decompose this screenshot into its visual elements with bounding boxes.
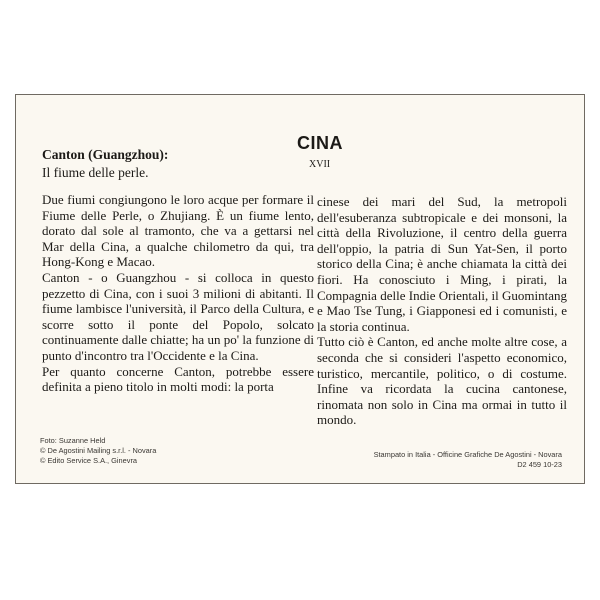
card-subheading: Il fiume delle perle. (42, 165, 149, 180)
credit-line: © Edito Service S.A., Ginevra (40, 455, 138, 465)
credit-line: © De Agostini Mailing s.r.l. - Novara (40, 445, 157, 455)
product-code: D2 459 10-23 (517, 460, 562, 469)
photo-credits (40, 436, 156, 465)
printer-line: Stampato in Italia - Officine Grafiche De Agostini - Novara (373, 450, 562, 459)
left-text-column (42, 192, 314, 395)
paragraph: Per quanto concerne Canton, potrebbe essere definita a pieno titolo in molti modi: la porta (42, 363, 314, 395)
right-text-column (317, 194, 567, 428)
paragraph: Tutto ciò è Canton, ed anche molte altre cose, a seconda che si consideri l'aspetto economico, turistico, mercantile, politico, o di costume. Infine va ricordata la cucina cantonese, rinomata non solo in Cina ma ormai in tutto il mondo. (317, 334, 567, 428)
printer-info (372, 450, 562, 470)
credit-line: Foto: Suzanne Held (40, 436, 106, 445)
card-title: CINA (297, 133, 343, 153)
info-card (15, 94, 585, 484)
paragraph: Due fiumi congiungono le loro acque per formare il Fiume delle Perle, o Zhujiang. È un fiume lento, dorato dal sole al tramonto, che va a gettarsi nel Mar della Cina, a qualche chilometro da qui, tra Hong-Kong e Macao. (42, 192, 314, 270)
paragraph: cinese dei mari del Sud, la metropoli dell'esuberanza subtropicale e dei monsoni, la città della Rivoluzione, il centro della guerra dell'oppio, la patria di Sun Yat-Sen, il porto storico della Cina; è anche chiamata la città dei fiori. Ha conosciuto i Ming, i pirati, la Compagnia delle Indie Orientali, il Guomintang e Mao Tse Tung, i Giapponesi ed i comunisti, e la storia continua. (317, 194, 567, 334)
card-heading: Canton (Guangzhou): (42, 147, 169, 162)
paragraph: Canton - o Guangzhou - si colloca in questo pezzetto di Cina, con i suoi 3 milioni di abitanti. Il fiume lambisce l'università, il Parco della Cultura, e scorre sotto il ponte del Popolo, solcato continuamente dalle chiatte; ha un po' la funzione di punto d'incontro tra l'Occidente e la Cina. (42, 269, 314, 363)
card-number: XVII (309, 159, 331, 170)
